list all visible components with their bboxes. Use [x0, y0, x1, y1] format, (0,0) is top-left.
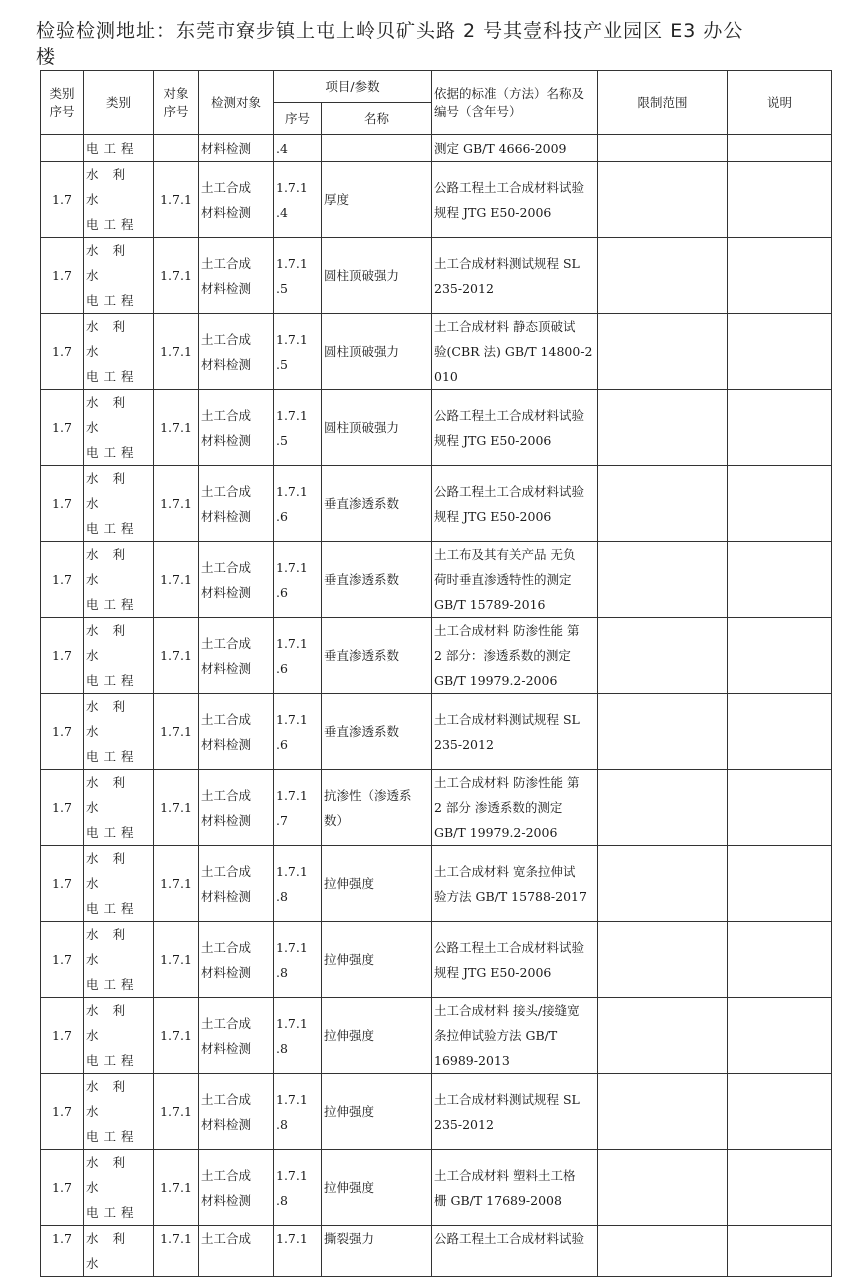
- table-row: [41, 618, 832, 694]
- cell-category-text: 电工程: [86, 140, 139, 156]
- address-line-1: 检验检测地址：东莞市寮步镇上屯上岭贝矿头路 2 号其壹科技产业园区 E3 办公: [36, 20, 744, 42]
- cell-category-text: 水 利 水: [86, 1231, 130, 1271]
- table-row: [41, 846, 832, 922]
- cell-standard-text: 土工合成材料测试规程 SL 235-2012: [434, 711, 580, 752]
- cell-seq-text: 1.7.1 .6: [276, 483, 308, 524]
- document-header: [36, 18, 816, 70]
- cell-object-no-text: 1.7.1: [160, 268, 192, 283]
- cell-seq: [274, 618, 322, 694]
- cell-note: [728, 770, 832, 846]
- cell-object-text: 土工合成 材料检测: [201, 1091, 252, 1132]
- cell-note: [728, 162, 832, 238]
- header-item-param: 项目/参数: [274, 71, 432, 103]
- table-row: [41, 238, 832, 314]
- cell-name-text: 圆柱顶破强力: [324, 420, 400, 435]
- cell-seq: [274, 542, 322, 618]
- cell-object: [199, 770, 274, 846]
- cell-standard: [432, 466, 598, 542]
- cell-seq-text: 1.7.1 .5: [276, 255, 308, 296]
- cell-category-text: 水 利 水 电工程: [86, 927, 139, 992]
- cell-category-no-text: 1.7: [52, 952, 72, 967]
- cell-name: [322, 770, 432, 846]
- cell-category-no-text: 1.7: [52, 876, 72, 891]
- cell-object-text: 土工合成 材料检测: [201, 331, 252, 372]
- cell-category: [84, 846, 154, 922]
- table-row: [41, 466, 832, 542]
- cell-category-text: 水 利 水 电工程: [86, 243, 139, 308]
- cell-category-no: [41, 922, 84, 998]
- header-seq: 序号: [274, 103, 322, 135]
- cell-object-no-text: 1.7.1: [160, 1180, 192, 1195]
- header-note: 说明: [728, 71, 832, 135]
- cell-note: [728, 466, 832, 542]
- cell-standard-text: 公路工程土工合成材料试验 规程 JTG E50-2006: [434, 483, 585, 524]
- cell-object: [199, 1226, 274, 1277]
- cell-limit: [598, 542, 728, 618]
- cell-category-no: [41, 466, 84, 542]
- cell-seq-text: 1.7.1: [276, 1231, 308, 1246]
- cell-object-text: 土工合成 材料检测: [201, 559, 252, 600]
- cell-note: [728, 618, 832, 694]
- cell-seq: [274, 1226, 322, 1277]
- cell-category: [84, 238, 154, 314]
- cell-name: [322, 135, 432, 162]
- cell-category-no-text: 1.7: [52, 1231, 72, 1246]
- cell-seq-text: 1.7.1 .8: [276, 939, 308, 980]
- cell-object: [199, 618, 274, 694]
- header-standard: 依据的标准（方法）名称及 编号（含年号）: [432, 71, 598, 135]
- cell-limit: [598, 390, 728, 466]
- cell-name-text: 抗渗性（渗透系 数）: [324, 787, 412, 828]
- cell-category-text: 水 利 水 电工程: [86, 1003, 139, 1068]
- cell-standard-text: 土工合成材料 接头/接缝宽 条拉伸试验方法 GB/T 16989-2013: [434, 1003, 580, 1068]
- cell-object-no-text: 1.7.1: [160, 952, 192, 967]
- cell-seq: [274, 390, 322, 466]
- cell-object-text: 土工合成 材料检测: [201, 1015, 252, 1056]
- cell-seq: [274, 998, 322, 1074]
- cell-object-text: 土工合成 材料检测: [201, 179, 252, 220]
- cell-name-text: 厚度: [324, 192, 350, 207]
- cell-seq-text: 1.7.1 .8: [276, 1091, 308, 1132]
- cell-category-no-text: 1.7: [52, 1028, 72, 1043]
- cell-note: [728, 390, 832, 466]
- cell-standard-text: 公路工程土工合成材料试验 规程 JTG E50-2006: [434, 179, 585, 220]
- cell-seq: [274, 238, 322, 314]
- header-category: 类别: [84, 71, 154, 135]
- cell-object: [199, 314, 274, 390]
- cell-object-no-text: 1.7.1: [160, 1231, 192, 1246]
- cell-seq-text: 1.7.1 .5: [276, 331, 308, 372]
- cell-category-no-text: 1.7: [52, 572, 72, 587]
- cell-name: [322, 542, 432, 618]
- cell-category-text: 水 利 水 电工程: [86, 471, 139, 536]
- cell-object-no-text: 1.7.1: [160, 876, 192, 891]
- cell-object-no: [154, 922, 199, 998]
- table-row: [41, 1226, 832, 1277]
- cell-name-text: 垂直渗透系数: [324, 724, 400, 739]
- table-row: [41, 1150, 832, 1226]
- cell-category-text: 水 利 水 电工程: [86, 167, 139, 232]
- cell-note: [728, 922, 832, 998]
- table-row: [41, 542, 832, 618]
- cell-note: [728, 238, 832, 314]
- cell-object: [199, 1150, 274, 1226]
- cell-category: [84, 770, 154, 846]
- cell-standard: [432, 618, 598, 694]
- cell-category: [84, 390, 154, 466]
- cell-category-text: 水 利 水 电工程: [86, 395, 139, 460]
- cell-seq-text: 1.7.1 .6: [276, 559, 308, 600]
- cell-name-text: 拉伸强度: [324, 1104, 375, 1119]
- cell-standard: [432, 998, 598, 1074]
- table-row: [41, 390, 832, 466]
- cell-category: [84, 314, 154, 390]
- cell-object-no: [154, 1074, 199, 1150]
- table-row: [41, 1074, 832, 1150]
- cell-object: [199, 694, 274, 770]
- cell-standard-text: 土工合成材料 静态顶破试 验(CBR 法) GB/T 14800-2010: [434, 319, 593, 384]
- cell-object-no-text: 1.7.1: [160, 192, 192, 207]
- header-limit: 限制范围: [598, 71, 728, 135]
- cell-seq-text: 1.7.1 .6: [276, 711, 308, 752]
- cell-standard: [432, 390, 598, 466]
- cell-seq: [274, 1150, 322, 1226]
- cell-category-no: [41, 846, 84, 922]
- cell-name-text: 撕裂强力: [324, 1231, 375, 1246]
- cell-category-no-text: 1.7: [52, 192, 72, 207]
- cell-limit: [598, 466, 728, 542]
- cell-category-text: 水 利 水 电工程: [86, 775, 139, 840]
- cell-object-no-text: 1.7.1: [160, 724, 192, 739]
- cell-object-no: [154, 314, 199, 390]
- cell-object-no: [154, 846, 199, 922]
- cell-limit: [598, 162, 728, 238]
- cell-limit: [598, 998, 728, 1074]
- cell-category-no: [41, 390, 84, 466]
- cell-name: [322, 694, 432, 770]
- cell-name: [322, 998, 432, 1074]
- cell-standard-text: 测定 GB/T 4666-2009: [434, 140, 567, 156]
- cell-standard: [432, 694, 598, 770]
- cell-seq-text: 1.7.1 .5: [276, 407, 308, 448]
- table-body: [41, 135, 832, 1277]
- cell-seq-text: 1.7.1 .8: [276, 863, 308, 904]
- cell-object-no: [154, 618, 199, 694]
- cell-object-text: 土工合成 材料检测: [201, 635, 252, 676]
- cell-seq: [274, 1074, 322, 1150]
- cell-object-no-text: 1.7.1: [160, 344, 192, 359]
- cell-standard: [432, 162, 598, 238]
- cell-object: [199, 466, 274, 542]
- cell-limit: [598, 1074, 728, 1150]
- cell-category-no: [41, 770, 84, 846]
- cell-object-no: [154, 542, 199, 618]
- cell-seq-text: 1.7.1 .4: [276, 179, 308, 220]
- cell-object-text: 材料检测: [201, 140, 252, 156]
- cell-note: [728, 1226, 832, 1277]
- cell-note: [728, 998, 832, 1074]
- table-row: [41, 998, 832, 1074]
- cell-category-no: [41, 238, 84, 314]
- cell-object: [199, 542, 274, 618]
- cell-category: [84, 162, 154, 238]
- cell-category-text: 水 利 水 电工程: [86, 1155, 139, 1220]
- cell-standard: [432, 135, 598, 162]
- cell-object-no: [154, 1150, 199, 1226]
- cell-standard-text: 土工合成材料测试规程 SL 235-2012: [434, 255, 580, 296]
- cell-seq: [274, 694, 322, 770]
- cell-object-no: [154, 998, 199, 1074]
- cell-category-no-text: 1.7: [52, 648, 72, 663]
- cell-category-no-text: 1.7: [52, 724, 72, 739]
- cell-note: [728, 314, 832, 390]
- cell-category-no-text: 1.7: [52, 800, 72, 815]
- cell-name-text: 圆柱顶破强力: [324, 268, 400, 283]
- cell-standard-text: 公路工程土工合成材料试验 规程 JTG E50-2006: [434, 407, 585, 448]
- cell-seq: [274, 162, 322, 238]
- cell-name: [322, 466, 432, 542]
- cell-object-text: 土工合成: [201, 1231, 252, 1246]
- cell-seq-text: .4: [276, 140, 288, 156]
- cell-category-no-text: 1.7: [52, 420, 72, 435]
- cell-standard: [432, 1074, 598, 1150]
- cell-name: [322, 1226, 432, 1277]
- cell-category-text: 水 利 水 电工程: [86, 319, 139, 384]
- cell-category-no-text: 1.7: [52, 268, 72, 283]
- header-object-no: 对象 序号: [154, 71, 199, 135]
- cell-category-no: [41, 542, 84, 618]
- cell-category-no: [41, 1226, 84, 1277]
- cell-seq: [274, 770, 322, 846]
- cell-name-text: 圆柱顶破强力: [324, 344, 400, 359]
- cell-object-no-text: 1.7.1: [160, 572, 192, 587]
- cell-seq: [274, 922, 322, 998]
- cell-seq: [274, 314, 322, 390]
- address-line-2: 楼: [36, 46, 57, 68]
- cell-category: [84, 922, 154, 998]
- cell-note: [728, 1074, 832, 1150]
- cell-limit: [598, 1226, 728, 1277]
- cell-limit: [598, 694, 728, 770]
- cell-category: [84, 1074, 154, 1150]
- cell-object: [199, 238, 274, 314]
- cell-note: [728, 1150, 832, 1226]
- cell-category-text: 水 利 水 电工程: [86, 623, 139, 688]
- cell-seq-text: 1.7.1 .8: [276, 1015, 308, 1056]
- cell-category: [84, 1226, 154, 1277]
- cell-standard: [432, 238, 598, 314]
- cell-standard: [432, 770, 598, 846]
- cell-object-text: 土工合成 材料检测: [201, 863, 252, 904]
- cell-seq: [274, 135, 322, 162]
- cell-object-no: [154, 238, 199, 314]
- cell-category: [84, 135, 154, 162]
- cell-limit: [598, 238, 728, 314]
- cell-object: [199, 922, 274, 998]
- cell-name-text: 垂直渗透系数: [324, 572, 400, 587]
- cell-standard: [432, 846, 598, 922]
- cell-object: [199, 162, 274, 238]
- cell-name: [322, 618, 432, 694]
- cell-category-no: [41, 162, 84, 238]
- cell-name: [322, 238, 432, 314]
- table-row: [41, 162, 832, 238]
- cell-category: [84, 618, 154, 694]
- cell-note: [728, 542, 832, 618]
- cell-object: [199, 135, 274, 162]
- cell-category-text: 水 利 水 电工程: [86, 851, 139, 916]
- cell-standard-text: 公路工程土工合成材料试验 规程 JTG E50-2006: [434, 939, 585, 980]
- cell-object-no-text: 1.7.1: [160, 496, 192, 511]
- cell-object: [199, 390, 274, 466]
- cell-limit: [598, 922, 728, 998]
- cell-object: [199, 1074, 274, 1150]
- cell-name-text: 拉伸强度: [324, 952, 375, 967]
- table-row: [41, 135, 832, 162]
- cell-category: [84, 998, 154, 1074]
- cell-standard-text: 土工合成材料测试规程 SL 235-2012: [434, 1091, 580, 1132]
- table-row: [41, 922, 832, 998]
- cell-object-text: 土工合成 材料检测: [201, 939, 252, 980]
- inspection-scope-table: [40, 70, 832, 1277]
- cell-object-no-text: 1.7.1: [160, 800, 192, 815]
- cell-standard-text: 土工合成材料 宽条拉伸试 验方法 GB/T 15788-2017: [434, 863, 587, 904]
- cell-object-no-text: 1.7.1: [160, 1104, 192, 1119]
- cell-category-no: [41, 1074, 84, 1150]
- cell-object-text: 土工合成 材料检测: [201, 787, 252, 828]
- cell-standard-text: 土工合成材料 防渗性能 第 2 部分 渗透系数的测定 GB/T 19979.2-2006: [434, 775, 580, 840]
- cell-standard: [432, 314, 598, 390]
- cell-category-text: 水 利 水 电工程: [86, 547, 139, 612]
- cell-object-no-text: 1.7.1: [160, 648, 192, 663]
- cell-category-no-text: 1.7: [52, 1104, 72, 1119]
- cell-limit: [598, 314, 728, 390]
- cell-object-no: [154, 466, 199, 542]
- cell-seq-text: 1.7.1 .8: [276, 1167, 308, 1208]
- cell-name: [322, 162, 432, 238]
- cell-name-text: 拉伸强度: [324, 1028, 375, 1043]
- cell-limit: [598, 1150, 728, 1226]
- cell-object-no-text: 1.7.1: [160, 1028, 192, 1043]
- cell-category-no: [41, 694, 84, 770]
- cell-name: [322, 922, 432, 998]
- header-name: 名称: [322, 103, 432, 135]
- cell-limit: [598, 770, 728, 846]
- cell-category: [84, 694, 154, 770]
- cell-standard-text: 公路工程土工合成材料试验: [434, 1231, 585, 1246]
- cell-object-no: [154, 694, 199, 770]
- cell-object-text: 土工合成 材料检测: [201, 1167, 252, 1208]
- cell-category-no: [41, 135, 84, 162]
- cell-category: [84, 1150, 154, 1226]
- cell-name: [322, 846, 432, 922]
- cell-seq-text: 1.7.1 .6: [276, 635, 308, 676]
- cell-object-text: 土工合成 材料检测: [201, 483, 252, 524]
- cell-category-no-text: 1.7: [52, 344, 72, 359]
- cell-category-no: [41, 618, 84, 694]
- cell-limit: [598, 135, 728, 162]
- cell-standard-text: 土工合成材料 防渗性能 第 2 部分：渗透系数的测定 GB/T 19979.2-2006: [434, 623, 580, 688]
- cell-name-text: 拉伸强度: [324, 1180, 375, 1195]
- cell-category-no: [41, 1150, 84, 1226]
- cell-note: [728, 694, 832, 770]
- cell-object-no: [154, 1226, 199, 1277]
- cell-name: [322, 1150, 432, 1226]
- cell-category-text: 水 利 水 电工程: [86, 1079, 139, 1144]
- cell-standard-text: 土工合成材料 塑料土工格 栅 GB/T 17689-2008: [434, 1167, 576, 1208]
- table-row: [41, 694, 832, 770]
- cell-note: [728, 846, 832, 922]
- cell-seq: [274, 846, 322, 922]
- cell-object-no: [154, 135, 199, 162]
- cell-object-text: 土工合成 材料检测: [201, 407, 252, 448]
- cell-standard: [432, 922, 598, 998]
- cell-object-text: 土工合成 材料检测: [201, 255, 252, 296]
- cell-name: [322, 314, 432, 390]
- cell-name: [322, 390, 432, 466]
- cell-seq: [274, 466, 322, 542]
- cell-category-text: 水 利 水 电工程: [86, 699, 139, 764]
- cell-standard: [432, 542, 598, 618]
- cell-limit: [598, 846, 728, 922]
- cell-category-no-text: 1.7: [52, 1180, 72, 1195]
- cell-name-text: 垂直渗透系数: [324, 648, 400, 663]
- cell-standard: [432, 1150, 598, 1226]
- cell-seq-text: 1.7.1 .7: [276, 787, 308, 828]
- cell-name-text: 拉伸强度: [324, 876, 375, 891]
- table-row: [41, 314, 832, 390]
- cell-category-no: [41, 998, 84, 1074]
- cell-standard-text: 土工布及其有关产品 无负 荷时垂直渗透特性的测定 GB/T 15789-2016: [434, 547, 576, 612]
- cell-object: [199, 998, 274, 1074]
- cell-name-text: 垂直渗透系数: [324, 496, 400, 511]
- cell-category-no-text: 1.7: [52, 496, 72, 511]
- cell-object-no: [154, 390, 199, 466]
- cell-name: [322, 1074, 432, 1150]
- cell-object-no-text: 1.7.1: [160, 420, 192, 435]
- table-row: [41, 770, 832, 846]
- cell-object-no: [154, 162, 199, 238]
- cell-category-no: [41, 314, 84, 390]
- cell-category: [84, 466, 154, 542]
- cell-object-no: [154, 770, 199, 846]
- header-category-no: 类别 序号: [41, 71, 84, 135]
- cell-object: [199, 846, 274, 922]
- cell-category: [84, 542, 154, 618]
- cell-note: [728, 135, 832, 162]
- header-object: 检测对象: [199, 71, 274, 135]
- cell-object-text: 土工合成 材料检测: [201, 711, 252, 752]
- cell-limit: [598, 618, 728, 694]
- cell-standard: [432, 1226, 598, 1277]
